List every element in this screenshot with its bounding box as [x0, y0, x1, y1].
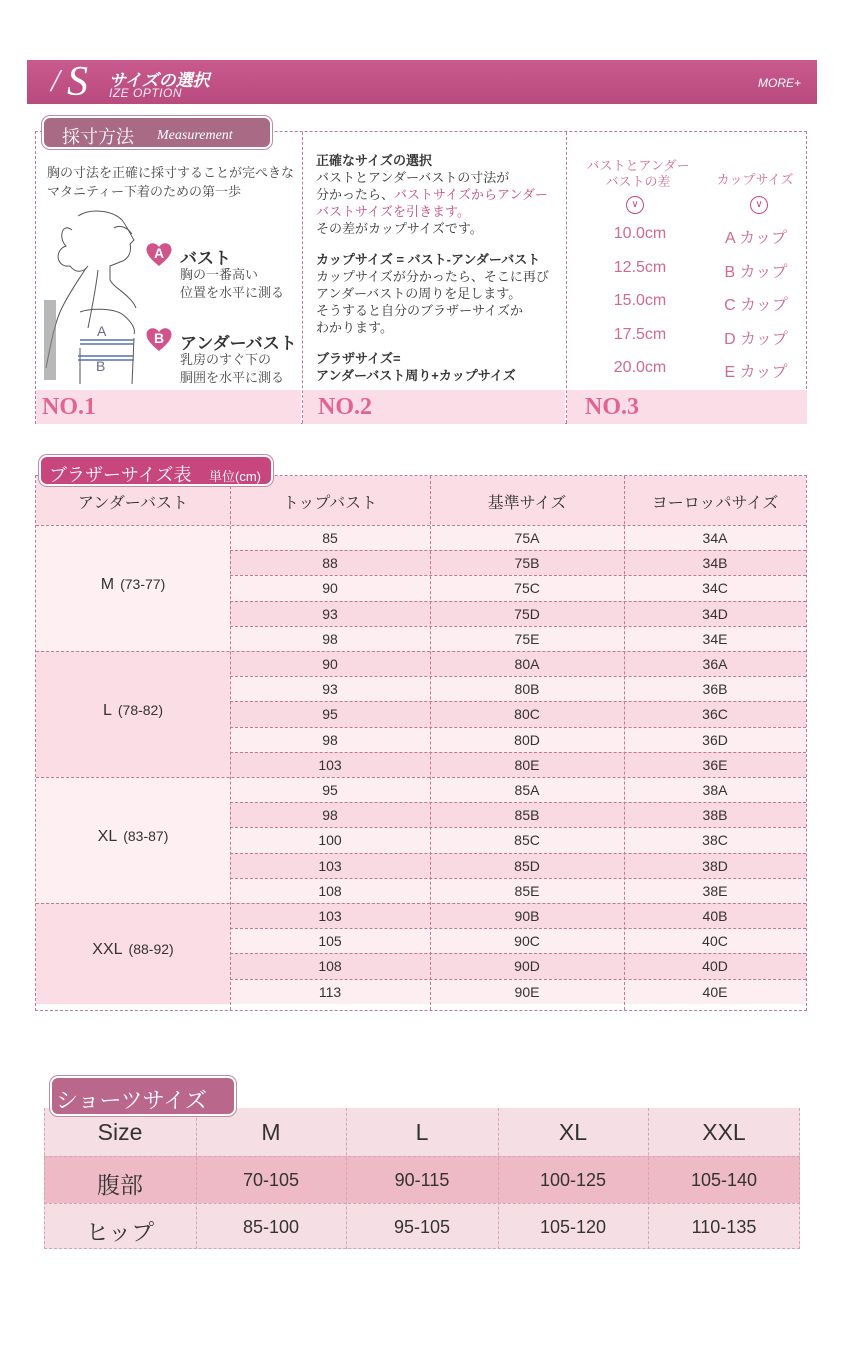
europe-size-cell: 34D — [702, 605, 728, 622]
top-bust-cell: 98 — [322, 731, 338, 748]
diff-value: 10.0cm — [613, 225, 667, 242]
row-divider — [230, 853, 806, 854]
measurement-tag-en: Measurement — [157, 128, 233, 143]
header-subtitle: IZE OPTION — [109, 86, 183, 100]
column-divider — [799, 1108, 800, 1249]
shorts-table-tag-title: ショーツサイズ — [56, 1088, 207, 1113]
shorts-cell: L — [415, 1119, 429, 1145]
badge-a-letter: A — [153, 245, 165, 261]
row-divider — [230, 752, 806, 753]
group-divider — [36, 903, 806, 904]
row-divider — [230, 676, 806, 677]
col2-text: アンダーバストの周りを足します。 — [316, 286, 522, 301]
body-silhouette-icon — [40, 208, 150, 388]
top-bust-cell: 95 — [322, 782, 338, 798]
header-standard-size: 基準サイズ — [487, 495, 567, 512]
shorts-cell: 85-100 — [242, 1217, 300, 1237]
shorts-table-tag — [50, 1076, 236, 1116]
col2-text: その差がカップサイズです。 — [316, 221, 483, 236]
column-divider — [302, 132, 303, 423]
column-divider — [196, 1108, 197, 1249]
cup-value: C カップ — [724, 297, 788, 314]
size-range: (78-82) — [117, 702, 164, 718]
shorts-cell: 105-120 — [539, 1217, 607, 1237]
shorts-cell: 90-115 — [394, 1170, 450, 1190]
top-bust-cell: 88 — [322, 555, 338, 572]
europe-size-cell: 34B — [702, 555, 728, 572]
under-bust-label — [36, 576, 230, 594]
cup-header: カップサイズ — [716, 172, 794, 187]
col2-formula: アンダーバスト周り+カップサイズ — [316, 368, 516, 383]
header-slash: / — [51, 62, 60, 98]
bra-size-table — [35, 475, 807, 1011]
row-divider — [230, 802, 806, 803]
standard-size-cell: 90C — [514, 933, 540, 950]
row-divider — [230, 575, 806, 576]
europe-size-cell: 36E — [702, 756, 728, 773]
europe-size-cell: 40C — [702, 933, 728, 950]
more-link[interactable]: MORE+ — [757, 76, 801, 90]
standard-size-cell: 80D — [514, 731, 540, 748]
column-divider — [230, 476, 231, 1010]
standard-size-cell: 75C — [514, 580, 540, 597]
size-letter: XL — [97, 828, 118, 845]
bra-table-tag-unit: 単位(cm) — [209, 469, 261, 484]
size-letter: M — [100, 576, 115, 593]
col2-highlight: バストサイズからアンダー — [394, 187, 548, 202]
column-divider — [648, 1108, 649, 1249]
row-divider — [44, 1203, 800, 1204]
standard-size-cell: 80C — [514, 706, 540, 723]
col2-text: カップサイズが分かったら、そこに再び — [316, 269, 549, 284]
row-divider — [230, 701, 806, 702]
diff-header-line: バストとアンダー — [586, 158, 690, 173]
diff-value: 17.5cm — [613, 326, 667, 343]
row-divider — [230, 727, 806, 728]
europe-size-cell: 40B — [702, 908, 728, 924]
step-number-2: NO.2 — [318, 394, 372, 420]
cup-size-explanation — [316, 152, 566, 384]
top-bust-cell: 108 — [318, 958, 342, 975]
column-divider — [624, 476, 625, 1010]
europe-size-cell: 38C — [702, 832, 728, 849]
table-bottom-border — [44, 1248, 800, 1249]
header-letter: S — [67, 59, 88, 105]
col2-text: 分かったら、 — [316, 187, 395, 202]
bra-table-tag — [39, 455, 273, 486]
top-bust-cell: 90 — [322, 656, 338, 672]
column-divider — [346, 1108, 347, 1249]
top-bust-cell: 103 — [318, 756, 342, 773]
top-bust-cell: 98 — [322, 630, 338, 647]
row-divider — [230, 928, 806, 929]
cup-value: B カップ — [724, 264, 788, 281]
standard-size-cell: 75A — [514, 530, 540, 546]
group-divider — [36, 525, 806, 526]
shorts-cell: XXL — [702, 1119, 746, 1145]
top-bust-cell: 113 — [318, 983, 342, 1000]
group-divider — [36, 777, 806, 778]
standard-size-cell: 90E — [514, 983, 540, 1000]
under-bust-desc-2: 胴囲を水平に測る — [180, 370, 285, 385]
standard-size-cell: 85A — [514, 782, 540, 798]
row-divider — [230, 601, 806, 602]
cup-value: A カップ — [724, 230, 788, 247]
row-divider — [44, 1156, 800, 1157]
top-bust-cell: 95 — [322, 706, 338, 723]
size-range: (83-87) — [123, 828, 169, 844]
shorts-cell: 110-135 — [691, 1217, 757, 1237]
europe-size-cell: 40D — [702, 958, 728, 975]
top-bust-cell: 105 — [318, 933, 342, 950]
bust-title: バスト — [180, 249, 231, 268]
col2-heading-2: カップサイズ = バスト-アンダーバスト — [316, 252, 541, 267]
shorts-row-label: ヒップ — [85, 1219, 155, 1245]
row-divider — [230, 827, 806, 828]
europe-size-cell: 40E — [702, 983, 728, 1000]
under-bust-desc-1: 乳房のすぐ下の — [180, 352, 272, 367]
measurement-intro: 胸の寸法を正確に採寸することが完ぺきなマタニティー下着のための第一歩 — [47, 165, 295, 199]
chevron-down-icon: ∨ — [626, 196, 644, 214]
under-bust-label — [36, 828, 230, 846]
header-top-bust: トップバスト — [282, 495, 378, 512]
europe-size-cell: 38A — [702, 782, 728, 798]
row-divider — [230, 626, 806, 627]
top-bust-cell: 90 — [322, 580, 338, 597]
shorts-size-table — [44, 1108, 800, 1249]
size-letter: XXL — [92, 941, 123, 959]
diff-header-line: バストの差 — [605, 174, 671, 189]
top-bust-cell: 100 — [318, 832, 342, 849]
header-europe-size: ヨーロッパサイズ — [651, 495, 779, 512]
figure-label-b: B — [96, 358, 106, 374]
badge-a — [145, 240, 173, 268]
measurement-tag-ja: 採寸方法 — [62, 127, 134, 147]
col2-text: そうすると自分のブラザーサイズか — [316, 303, 523, 318]
europe-size-cell: 34C — [702, 580, 728, 597]
row-divider — [230, 979, 806, 980]
top-bust-cell: 103 — [318, 908, 342, 924]
standard-size-cell: 75B — [514, 555, 540, 572]
europe-size-cell: 34A — [702, 530, 728, 546]
bust-desc-1: 胸の一番高い — [180, 267, 259, 282]
section-header — [27, 60, 817, 104]
europe-size-cell: 36C — [702, 706, 728, 723]
col2-text — [316, 186, 566, 203]
size-letter: L — [102, 702, 112, 719]
under-bust-title: アンダーバスト — [180, 334, 297, 353]
size-range: (73-77) — [120, 576, 166, 592]
standard-size-cell: 80B — [514, 681, 540, 698]
top-bust-cell: 103 — [318, 857, 342, 874]
shorts-cell: XL — [558, 1119, 588, 1145]
europe-size-cell: 38B — [702, 807, 728, 824]
col2-highlight: バストサイズを引きます。 — [316, 204, 470, 219]
badge-b-letter: B — [153, 330, 165, 346]
header-under-bust: アンダーバスト — [78, 495, 188, 512]
shorts-cell: 100-125 — [539, 1170, 607, 1190]
top-bust-cell: 93 — [322, 681, 338, 698]
standard-size-cell: 85B — [514, 807, 540, 824]
europe-size-cell: 36B — [702, 681, 728, 698]
europe-size-cell: 38D — [702, 857, 728, 874]
col2-text: バストとアンダーバストの寸法が — [316, 170, 510, 185]
step-number-3: NO.3 — [585, 394, 639, 420]
bust-desc-2: 位置を水平に測る — [180, 285, 285, 300]
shorts-cell: 70-105 — [242, 1170, 300, 1190]
europe-size-cell: 36A — [702, 656, 728, 672]
col2-heading-3: ブラザサイズ= — [316, 351, 401, 366]
shorts-row-label: Size — [97, 1119, 143, 1145]
group-divider — [36, 651, 806, 652]
size-range: (88-92) — [128, 941, 174, 958]
step-number-1: NO.1 — [42, 394, 96, 420]
standard-size-cell: 75D — [514, 605, 540, 622]
europe-size-cell: 34E — [702, 630, 728, 647]
top-bust-cell: 98 — [322, 807, 338, 824]
cup-value: D カップ — [724, 331, 788, 348]
row-divider — [230, 953, 806, 954]
under-bust-label — [36, 941, 230, 959]
standard-size-cell: 85E — [514, 882, 540, 899]
column-divider — [566, 132, 567, 423]
figure-label-a: A — [97, 323, 107, 339]
cup-value: E カップ — [724, 364, 788, 381]
measurement-tag — [42, 116, 272, 149]
shorts-cell: M — [261, 1119, 281, 1145]
row-divider — [230, 878, 806, 879]
diff-value: 20.0cm — [613, 359, 667, 376]
standard-size-cell: 90B — [514, 908, 540, 924]
top-bust-cell: 108 — [318, 882, 342, 899]
col2-heading-1: 正確なサイズの選択 — [316, 153, 432, 168]
under-bust-label — [36, 702, 230, 720]
europe-size-cell: 38E — [702, 882, 728, 899]
standard-size-cell: 75E — [514, 630, 540, 647]
diff-value: 12.5cm — [613, 259, 667, 276]
standard-size-cell: 85D — [514, 857, 540, 874]
column-divider — [498, 1108, 499, 1249]
chevron-down-icon: ∨ — [750, 196, 768, 214]
bra-table-tag-title: ブラザーサイズ表 — [49, 465, 192, 485]
shorts-row-label: 腹部 — [97, 1172, 143, 1198]
standard-size-cell: 90D — [514, 958, 540, 975]
shorts-cell: 105-140 — [690, 1170, 758, 1190]
row-divider — [230, 550, 806, 551]
top-bust-cell: 93 — [322, 605, 338, 622]
shorts-cell: 95-105 — [393, 1217, 451, 1237]
europe-size-cell: 36D — [702, 731, 728, 748]
diff-value: 15.0cm — [613, 292, 667, 309]
standard-size-cell: 80E — [514, 756, 540, 773]
col2-text: わかります。 — [316, 320, 393, 335]
diff-header — [578, 158, 698, 190]
column-divider — [44, 1108, 45, 1249]
column-divider — [430, 476, 431, 1010]
top-bust-cell: 85 — [322, 530, 338, 546]
standard-size-cell: 80A — [514, 656, 540, 672]
standard-size-cell: 85C — [514, 832, 540, 849]
header-title: サイズの選択 — [109, 71, 210, 90]
badge-b — [145, 325, 173, 353]
